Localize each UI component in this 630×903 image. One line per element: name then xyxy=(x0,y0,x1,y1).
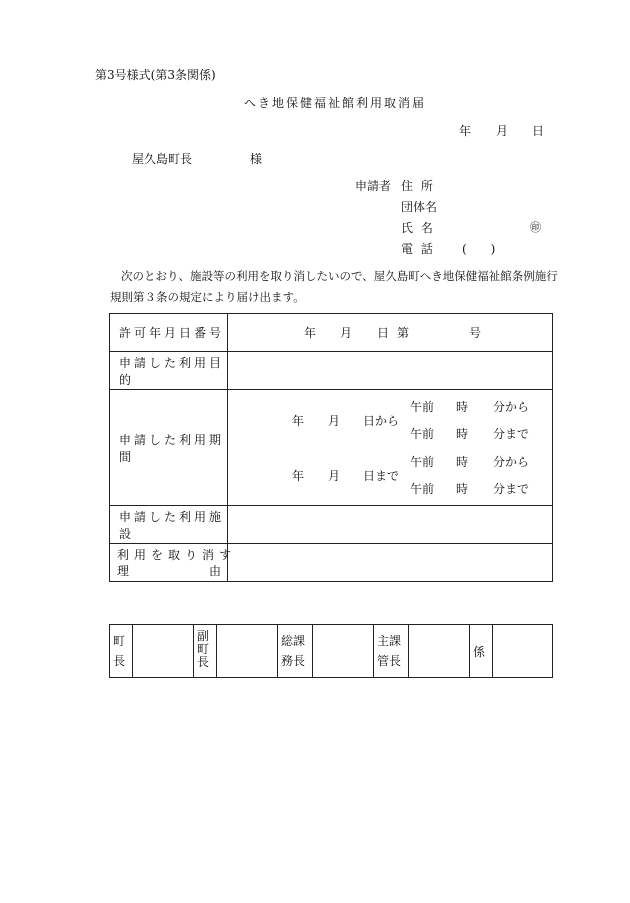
period-end-day: 日まで xyxy=(363,469,400,483)
addressee-name: 屋久島町長 xyxy=(132,152,193,166)
applicant-label: 申請者 xyxy=(355,179,392,193)
approval-table xyxy=(109,624,553,678)
phone-parens: ( ) xyxy=(462,242,496,256)
staff-label: 係 xyxy=(473,644,486,659)
permit-dai: 第 xyxy=(397,326,410,340)
deputy-stamp-cell[interactable] xyxy=(217,625,278,678)
mayor-stamp-cell[interactable] xyxy=(133,625,194,678)
period-label: 申請した利用期間 xyxy=(110,390,228,506)
general-affairs-line-1: 総課 xyxy=(281,634,306,648)
start-from-am: 午前 xyxy=(410,400,435,414)
end-until-am: 午前 xyxy=(410,482,435,496)
general-affairs-line-2: 務長 xyxy=(281,654,306,668)
form-number: 第3号様式(第3条関係) xyxy=(95,68,216,82)
general-affairs-stamp-cell[interactable] xyxy=(313,625,374,678)
end-from-am: 午前 xyxy=(410,455,435,469)
period-start-day: 日から xyxy=(363,414,400,428)
general-affairs-label-cell xyxy=(278,625,313,678)
body-text-line-2: 規則第３条の規定により届け出ます。 xyxy=(110,290,305,304)
deputy-label-cell xyxy=(194,625,217,678)
applicant-name-label: 氏 名 xyxy=(401,221,435,235)
deputy-char-3: 長 xyxy=(197,655,210,669)
purpose-value-cell[interactable] xyxy=(228,352,553,390)
staff-label-cell xyxy=(470,625,493,678)
body-text-line-1: 次のとおり、施設等の利用を取り消したいので、屋久島町へき地保健福祉館条例施行 xyxy=(121,269,558,283)
seal-mark: ㊞ xyxy=(530,221,541,234)
applicant-group-label: 団体名 xyxy=(401,200,438,214)
period-start-month: 月 xyxy=(328,414,341,428)
mayor-char-1: 町 xyxy=(113,634,126,648)
applicant-address-label: 住 所 xyxy=(401,179,435,193)
start-from-min: 分から xyxy=(493,400,530,414)
date-day: 日 xyxy=(532,124,545,138)
chief-line-1: 主課 xyxy=(377,634,402,648)
reason-label-line-2b: 由 xyxy=(209,564,222,578)
start-from-hour: 時 xyxy=(456,400,469,414)
staff-stamp-cell[interactable] xyxy=(493,625,553,678)
reason-label-line-2a: 理 xyxy=(117,564,130,578)
reason-value-cell[interactable] xyxy=(228,544,553,582)
date-year: 年 xyxy=(459,124,472,138)
page-title: へき地保健福祉館利用取消届 xyxy=(244,96,427,110)
start-until-min: 分まで xyxy=(493,427,530,441)
chief-line-2: 管長 xyxy=(377,654,402,668)
applicant-phone-label: 電 話 xyxy=(401,242,435,256)
period-value-cell[interactable] xyxy=(228,390,553,506)
permit-day: 日 xyxy=(377,326,390,340)
end-until-min: 分まで xyxy=(493,482,530,496)
end-from-min: 分から xyxy=(493,455,530,469)
permit-label: 許可年月日番号 xyxy=(110,314,228,352)
period-end-year: 年 xyxy=(292,469,305,483)
period-start-year: 年 xyxy=(292,414,305,428)
addressee-honorific: 様 xyxy=(250,152,263,166)
start-until-hour: 時 xyxy=(456,427,469,441)
mayor-char-2: 長 xyxy=(113,654,126,668)
facility-value-cell[interactable] xyxy=(228,506,553,544)
permit-year: 年 xyxy=(304,326,317,340)
start-until-am: 午前 xyxy=(410,427,435,441)
deputy-char-1: 副 xyxy=(197,629,210,643)
end-from-hour: 時 xyxy=(456,455,469,469)
chief-label-cell xyxy=(374,625,409,678)
end-until-hour: 時 xyxy=(456,482,469,496)
cancellation-table xyxy=(109,313,553,582)
purpose-label: 申請した利用目的 xyxy=(110,352,228,390)
facility-label: 申請した利用施設 xyxy=(110,506,228,544)
reason-label-cell xyxy=(110,544,237,582)
mayor-label-cell xyxy=(110,625,133,678)
period-end-month: 月 xyxy=(328,469,341,483)
permit-value-cell[interactable] xyxy=(228,314,553,352)
permit-month: 月 xyxy=(340,326,353,340)
reason-label-line-1: 利用を取り消す xyxy=(117,548,237,562)
date-month: 月 xyxy=(496,124,509,138)
permit-go: 号 xyxy=(469,326,482,340)
deputy-char-2: 町 xyxy=(197,642,210,656)
chief-stamp-cell[interactable] xyxy=(409,625,470,678)
